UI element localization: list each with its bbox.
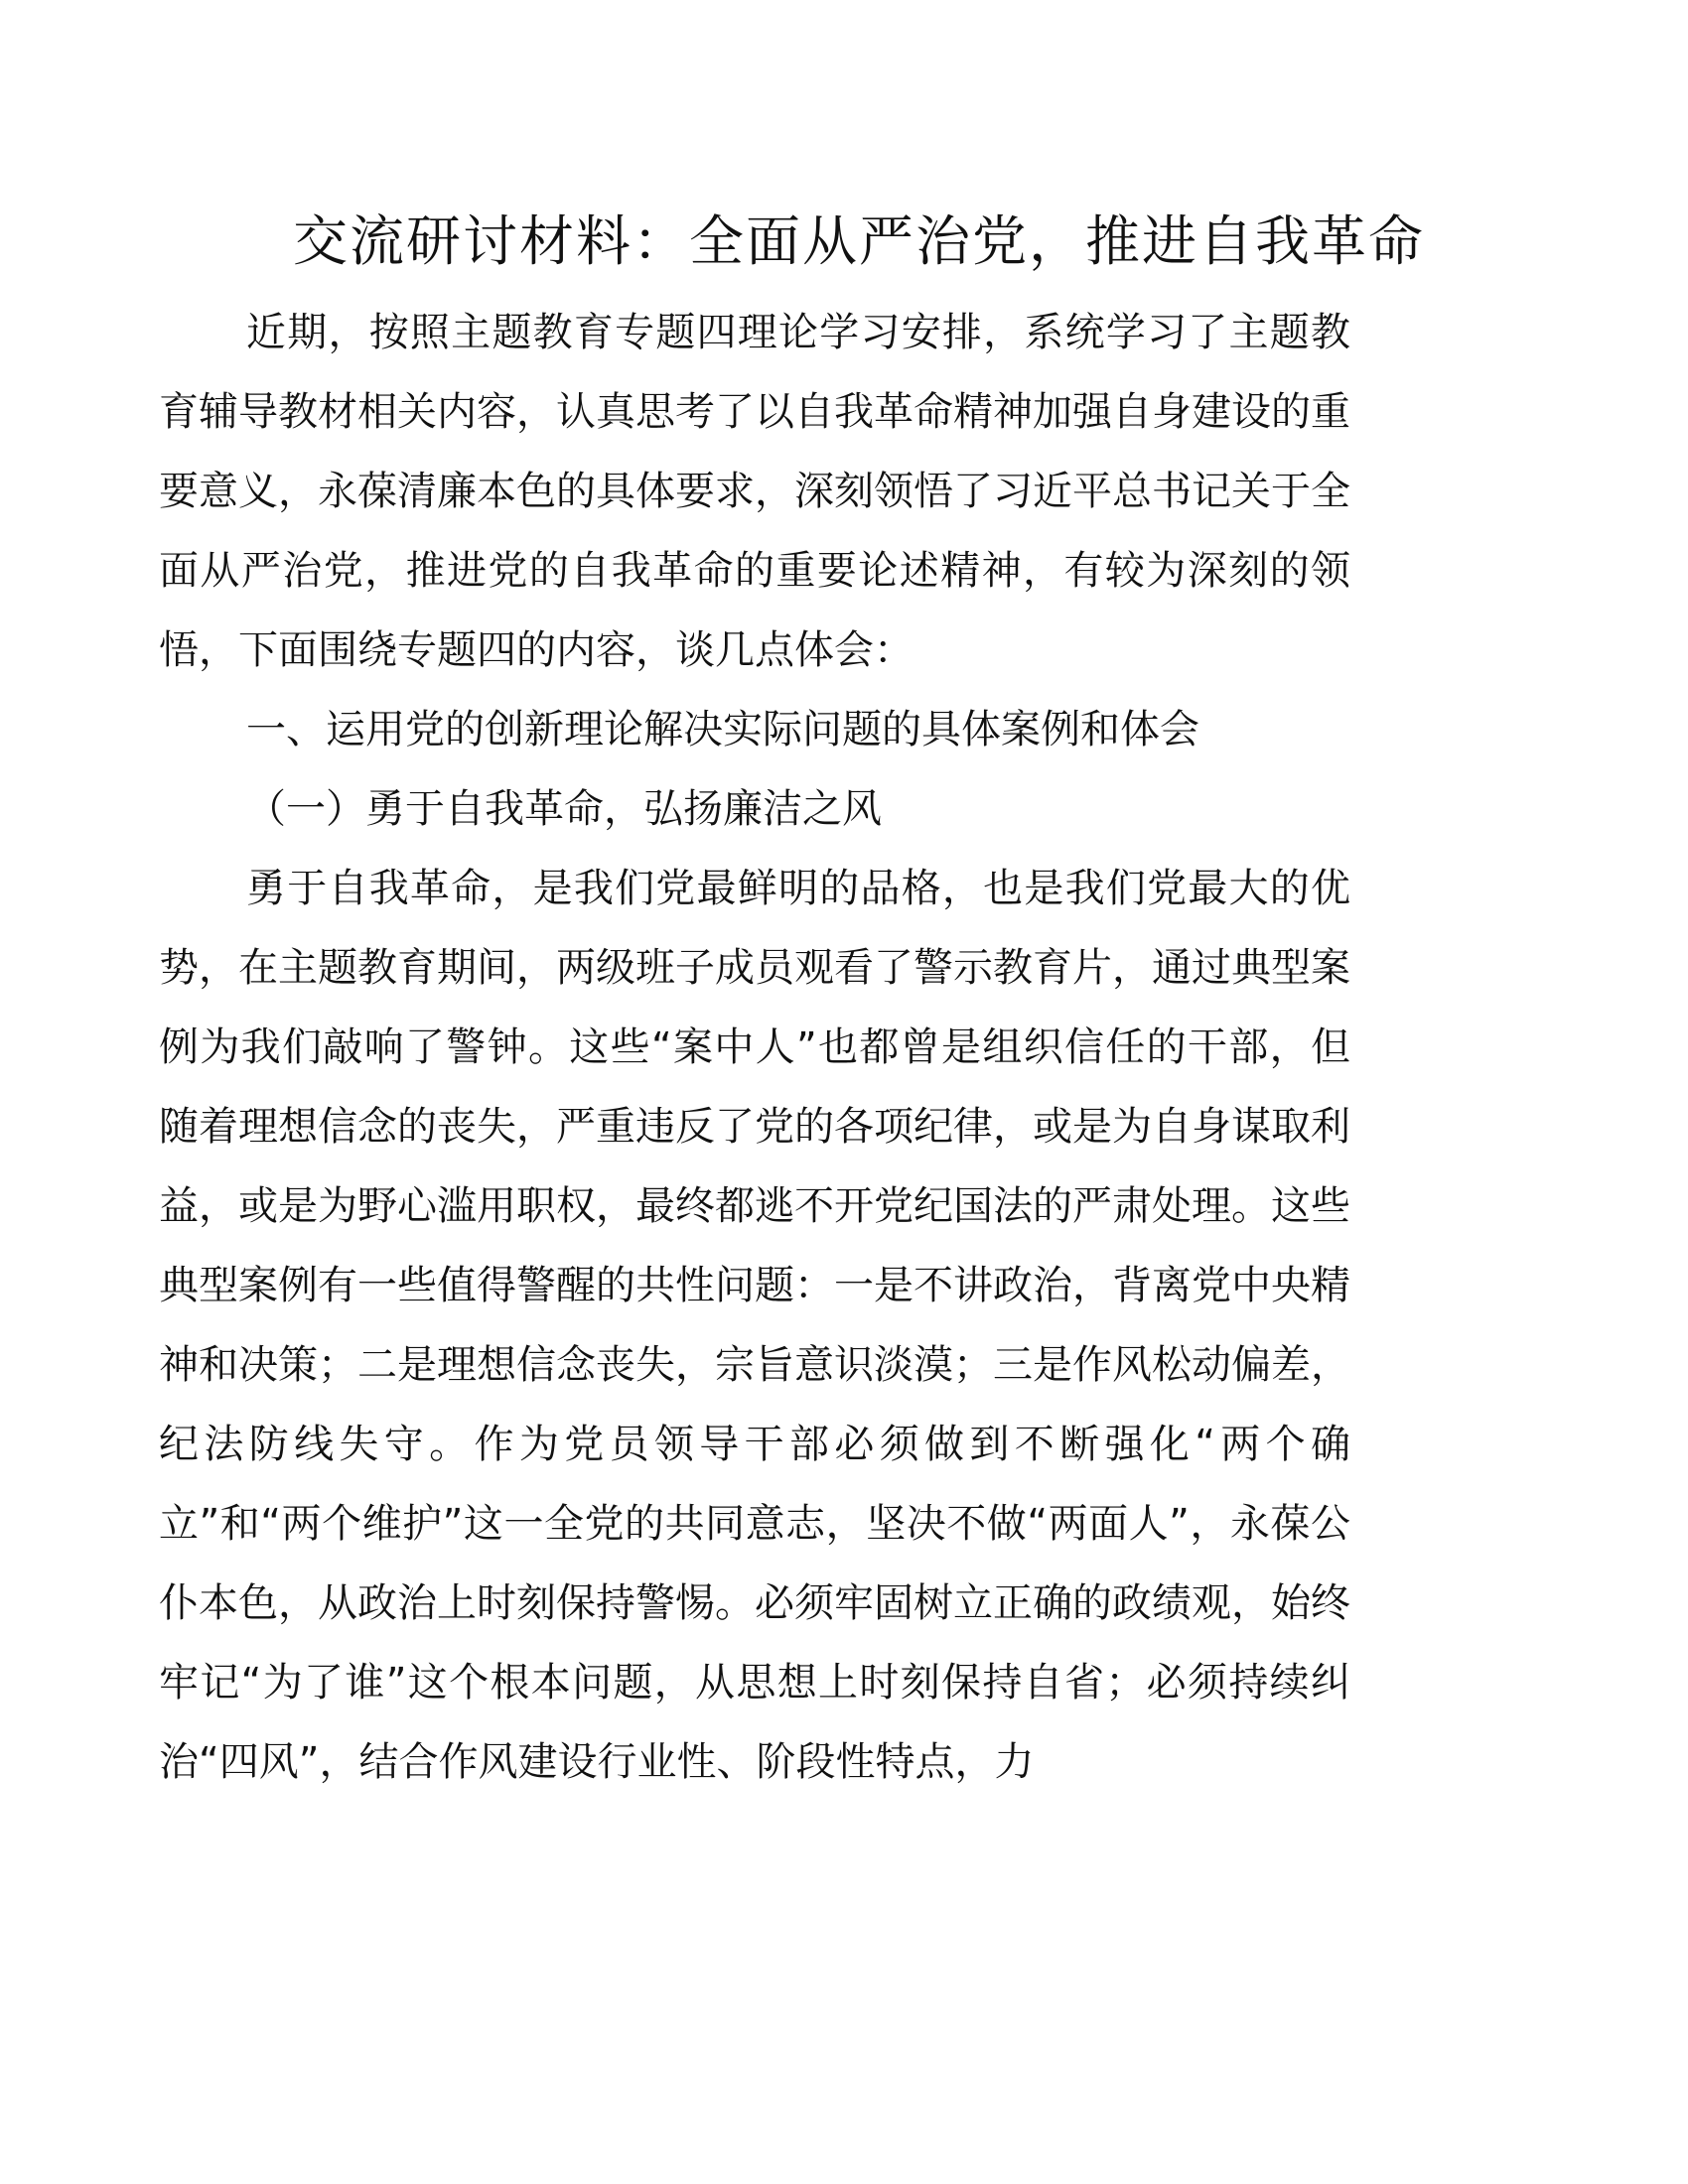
section-heading-1: 一、运用党的创新理论解决实际问题的具体案例和体会 <box>246 707 1199 752</box>
body-paragraph-2: 勇于自我革命，是我们党最鲜明的品格，也是我们党最大的优势，在主题教育期间，两级班子成员观看了警示教育片，通过典型案例为我们敲响了警钟。这些“案中人”也都曾是组织信任的干部，但随着理想信念的丧失，严重违反了党的各项纪律，或是为自身谋取利益，或是为野心滥用职权，最终都逃不开党纪国法的严肃处理。这些典型案例有一些值得警醒的共性问题：一是不讲政治，背离党中央精神和决策；二是理想信念丧失，宗旨意识淡漠；三是作风松动偏差，纪法防线失守。作为党员领导干部必须做到不断强化“两个确立”和“两个维护”这一全党的共同意志，坚决不做“两面人”，永葆公仆本色，从政治上时刻保持警惕。必须牢固树立正确的政绩观，始终牢记“为了谁”这个根本问题，从思想上时刻保持自省；必须持续纠治“四风”，结合作风建设行业性、阶段性特点，力 <box>159 866 1350 1785</box>
document-title: 交流研讨材料：全面从严治党，推进自我革命 <box>292 209 1425 273</box>
intro-paragraph: 近期，按照主题教育专题四理论学习安排，系统学习了主题教育辅导教材相关内容，认真思考了以自我革命精神加强自身建设的重要意义，永葆清廉本色的具体要求，深刻领悟了习近平总书记关于全面从严治党，推进党的自我革命的重要论述精神，有较为深刻的领悟，下面围绕专题四的内容，谈几点体会： <box>159 310 1350 673</box>
subsection-heading-1: （一）勇于自我革命，弘扬廉洁之风 <box>246 786 882 832</box>
document-body <box>159 293 1438 1802</box>
